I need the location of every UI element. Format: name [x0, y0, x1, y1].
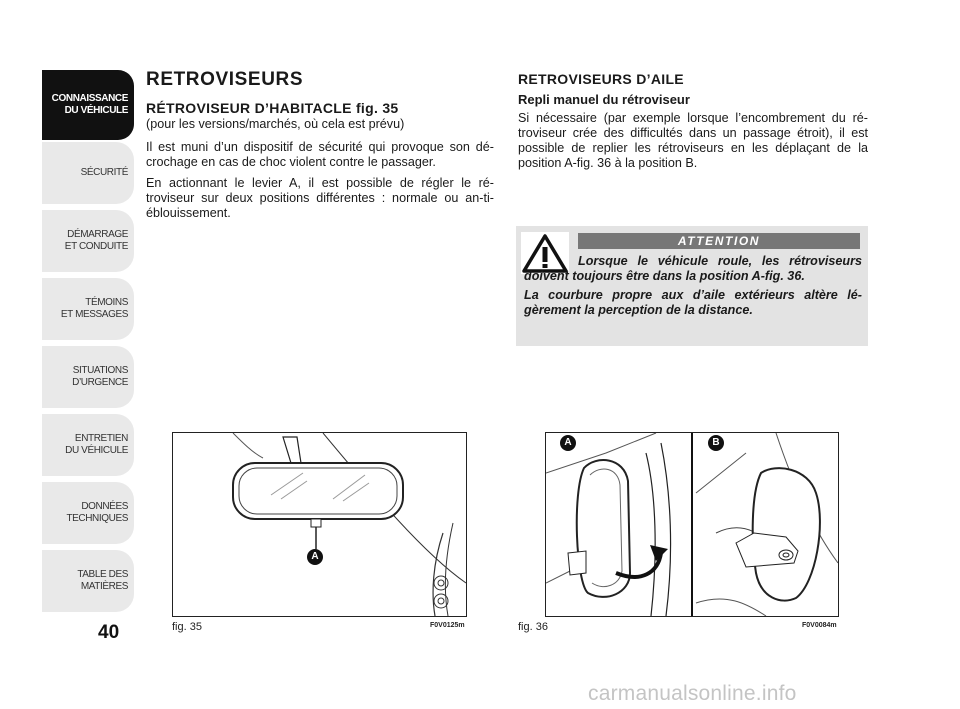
tab-table-des-matieres[interactable] [42, 550, 134, 612]
right-column [518, 72, 868, 177]
figure-36-wing-mirror [545, 432, 839, 617]
paragraph-lever-adjustment: En actionnant le levier A, il est possible de régler le ré-troviseur sur deux positions différentes : normale ou an-ti-éblouissement. [146, 176, 494, 220]
tab-situations-d-urgence[interactable] [42, 346, 134, 408]
marker-lever-a: A [307, 549, 323, 565]
wing-mirror-illustration [546, 433, 838, 616]
interior-mirror-illustration [173, 433, 466, 616]
tab-temoins-et-messages[interactable] [42, 278, 134, 340]
tab-entretien-du-vehicule[interactable] [42, 414, 134, 476]
figure-36-code: F0V0084m [802, 622, 837, 629]
tab-label: ENTRETIEN DU VÉHICULE [65, 433, 128, 456]
warning-box [516, 226, 868, 346]
tab-label: TABLE DES MATIÈRES [77, 569, 128, 592]
tab-label: CONNAISSANCE DU VÉHICULE [51, 93, 128, 116]
tab-label: SÉCURITÉ [80, 167, 128, 178]
version-note: (pour les versions/marchés, où cela est prévu) [146, 117, 405, 131]
marker-position-a: A [560, 435, 576, 451]
figure-35-interior-mirror [172, 432, 467, 617]
tab-securite[interactable] [42, 142, 134, 204]
watermark: carmanualsonline.info [588, 682, 797, 705]
figure-35-caption: fig. 35 [172, 621, 202, 633]
warning-label: ATTENTION [578, 233, 860, 249]
paragraph-safety-device: Il est muni d’un dispositif de sécurité qui provoque son dé-crochage en cas de choc violent contre le passager. [146, 140, 494, 169]
section-heading-wing-mirrors: RETROVISEURS D’AILE [518, 71, 684, 87]
tab-label: SITUATIONS D’URGENCE [72, 365, 128, 388]
tab-donnees-techniques[interactable] [42, 482, 134, 544]
paragraph-fold-instructions: Si nécessaire (par exemple lorsque l’encombrement du ré-troviseur crée des difficultés dans un passage étroit), il est possible de replier les rétroviseurs en les déplaçant de la position A-fig. 36 à la position B. [518, 111, 868, 170]
subheading-manual-fold: Repli manuel du rétroviseur [518, 92, 690, 107]
tab-connaissance-du-vehicule[interactable] [42, 70, 134, 140]
tab-label: TÉMOINS ET MESSAGES [60, 297, 128, 320]
section-heading-interior-mirror: RÉTROVISEUR D’HABITACLE fig. 35 [146, 100, 399, 116]
figure-36-caption: fig. 36 [518, 621, 548, 633]
warning-text-curvature: La courbure propre aux d’aile extérieurs altère lé-gèrement la perception de la distance. [524, 288, 862, 317]
figure-35-code: F0V0125m [430, 622, 465, 629]
tab-label: DONNÉES TECHNIQUES [66, 501, 128, 524]
warning-text [524, 254, 862, 322]
tab-demarrage-et-conduite[interactable] [42, 210, 134, 272]
page-title: RETROVISEURS [146, 69, 304, 90]
left-column [146, 69, 494, 227]
marker-position-b: B [708, 435, 724, 451]
tab-label: DÉMARRAGE ET CONDUITE [64, 229, 128, 252]
page-number: 40 [98, 622, 120, 643]
warning-text-position: Lorsque le véhicule roule, les rétroviseurs doivent toujours être dans la position A-fig. 36. [524, 254, 862, 283]
